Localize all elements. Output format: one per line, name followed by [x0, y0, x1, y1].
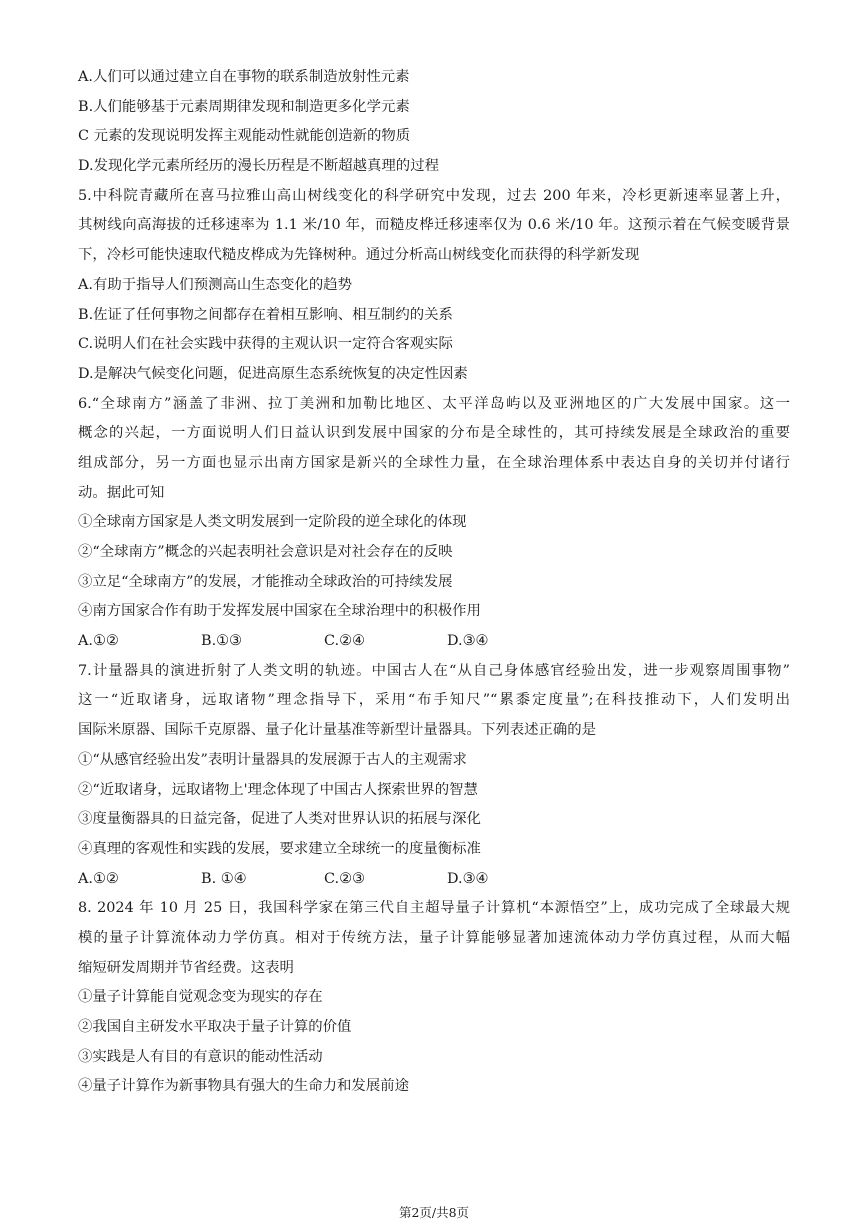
q6-choice-c: C.②④ — [324, 633, 365, 650]
q6-statement-1: ①全球南方国家是人类文明发展到一定阶段的逆全球化的体现 — [78, 514, 467, 531]
q6-statement-2: ②“全球南方”概念的兴起表明社会意识是对社会存在的反映 — [78, 544, 453, 560]
q7-choice-d: D.③④ — [447, 870, 489, 887]
q8-statement-2: ②我国自主研发水平取决于量子计算的价值 — [78, 1019, 352, 1035]
q5-option-b: B.佐证了任何事物之间都存在着相互影响、相互制约的关系 — [78, 306, 453, 323]
q7-statement-4: ④真理的客观性和实践的发展，要求建立全球统一的度量衡标准 — [78, 840, 481, 857]
q7-statement-1: ①“从感官经验出发”表明计量器具的发展源于古人的主观需求 — [78, 751, 467, 768]
q7-stem-line: 7.计量器具的演进折射了人类文明的轨迹。中国古人在“从自己身体感官经验出发，进一步观察周围事物” — [78, 662, 790, 679]
q6-stem-line: 动。据此可知 — [78, 484, 165, 501]
q6-choice-a: A.①② — [78, 633, 119, 650]
q5-option-d: D.是解决气候变化问题，促进高原生态系统恢复的决定性因素 — [78, 365, 468, 382]
q6-statement-3: ③立足“全球南方”的发展，才能推动全球政治的可持续发展 — [78, 573, 453, 590]
question-body — [78, 63, 790, 1102]
q4-option-d: D.发现化学元素所经历的漫长历程是不断超越真理的过程 — [78, 158, 439, 175]
q8-stem-line: 缩短研发周期并节省经费。这表明 — [78, 959, 294, 976]
q5-stem-line: 5.中科院青藏所在喜马拉雅山高山树线变化的科学研究中发现，过去 200 年来，冷杉更新速率显著上升， — [78, 187, 790, 204]
q5-stem-line: 下，冷杉可能快速取代糙皮桦成为先锋树种。通过分析高山树线变化而获得的科学新发现 — [78, 247, 640, 264]
q8-stem-line: 模的量子计算流体动力学仿真。相对于传统方法，量子计算能够显著加速流体动力学仿真过程，从而大幅 — [78, 929, 790, 946]
q7-choice-a: A.①② — [78, 870, 119, 887]
q6-stem-line: 6.“全球南方”涵盖了非洲、拉丁美洲和加勒比地区、太平洋岛屿以及亚洲地区的广大发展中国家。这一 — [78, 395, 790, 412]
q4-option-a: A.人们可以通过建立自在事物的联系制造放射性元素 — [78, 69, 410, 85]
q8-statement-1: ①量子计算能自觉观念变为现实的存在 — [78, 989, 323, 1006]
q6-choices — [78, 627, 790, 657]
q4-option-c: C 元素的发现说明发挥主观能动性就能创造新的物质 — [78, 128, 411, 145]
q5-stem-line: 其树线向高海拔的迁移速率为 1.1 米/10 年，而糙皮桦迁移速率仅为 0.6 米/10 年。这预示着在气候变暖背景 — [78, 217, 790, 234]
q6-stem-line: 组成部分，另一方面也显示出南方国家是新兴的全球性力量，在全球治理体系中表达自身的关切并付诸行 — [78, 454, 790, 471]
q5-option-c: C.说明人们在社会实践中获得的主观认识一定符合客观实际 — [78, 336, 453, 353]
q6-choice-b: B.①③ — [201, 633, 242, 650]
q6-choice-d: D.③④ — [447, 633, 489, 650]
q8-statement-3: ③实践是人有目的有意识的能动性活动 — [78, 1048, 323, 1065]
q6-statement-4: ④南方国家合作有助于发挥发展中国家在全球治理中的积极作用 — [78, 603, 481, 620]
q6-stem-line: 概念的兴起，一方面说明人们日益认识到发展中国家的分布是全球性的，其可持续发展是全球政治的重要 — [78, 425, 790, 442]
q7-statement-3: ③度量衡器具的日益完备，促进了人类对世界认识的拓展与深化 — [78, 811, 481, 828]
q5-option-a: A.有助于指导人们预测高山生态变化的趋势 — [78, 276, 352, 293]
q7-choice-c: C.②③ — [324, 870, 365, 887]
q4-option-b: B.人们能够基于元素周期律发现和制造更多化学元素 — [78, 98, 410, 115]
q8-stem-line: 8. 2024 年 10 月 25 日，我国科学家在第三代自主超导量子计算机“本源悟空”上，成功完成了全球最大规 — [78, 900, 790, 917]
q7-statement-2: ②“近取诸身，远取诸物上'理念体现了中国古人探索世界的智慧 — [78, 781, 478, 798]
q7-choice-b: B. ①④ — [201, 870, 247, 887]
q7-stem-line: 国际米原器、国际千克原器、量子化计量基准等新型计量器具。下列表述正确的是 — [78, 722, 597, 739]
page-number: 第2页/共8页 — [398, 1205, 470, 1220]
q8-statement-4: ④量子计算作为新事物具有强大的生命力和发展前途 — [78, 1078, 409, 1095]
q7-choices — [78, 865, 790, 895]
q7-stem-line: 这一“近取诸身，远取诸物”理念指导下，采用“布手知尺”“累黍定度量”;在科技推动下，人们发明出 — [78, 692, 790, 709]
